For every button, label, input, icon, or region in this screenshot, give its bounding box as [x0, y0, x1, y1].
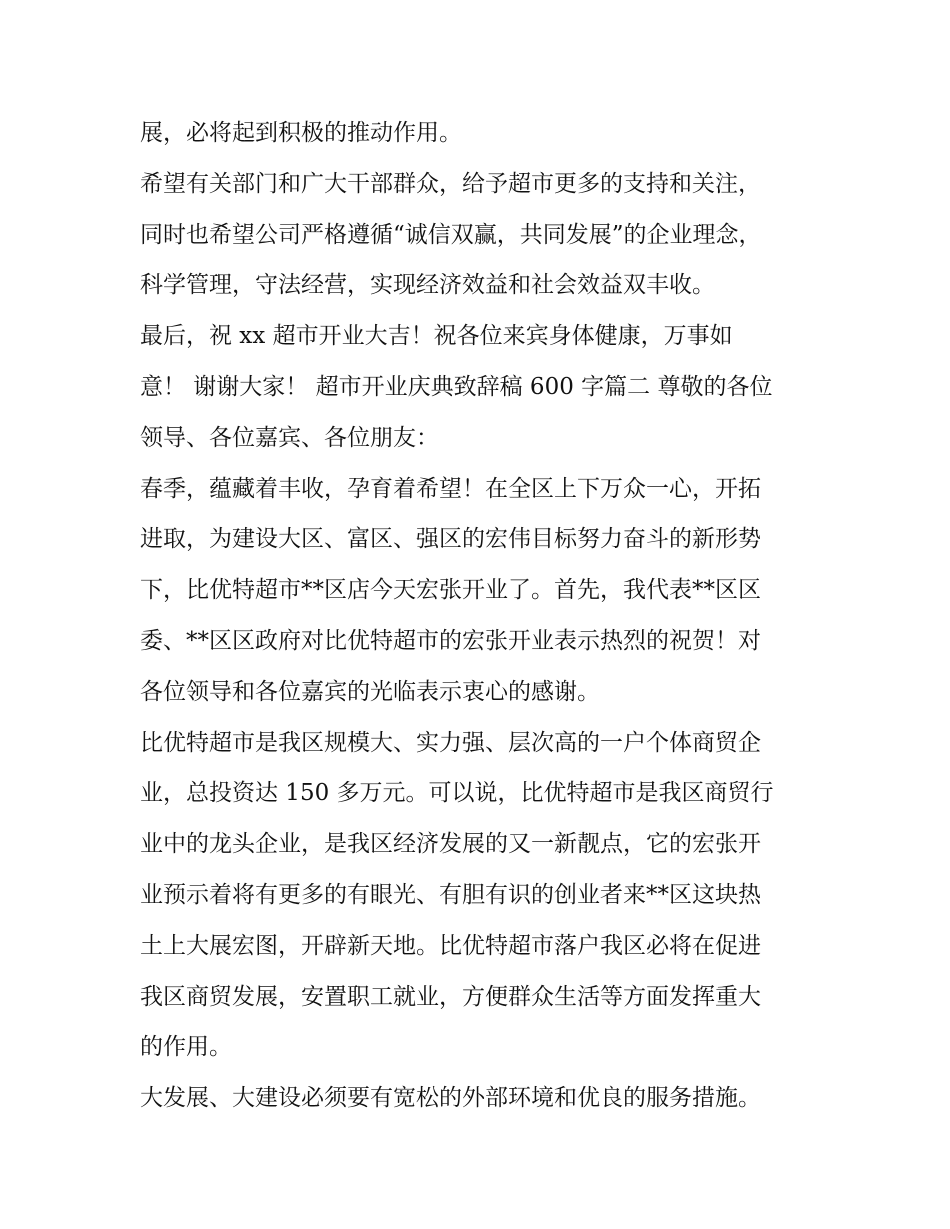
text-line: 春季，蕴藏着丰收，孕育着希望！在全区上下万众一心，开拓 [140, 475, 761, 502]
text-line: 比优特超市是我区规模大、实力强、层次高的一户个体商贸企 [140, 729, 761, 756]
text-line: 意！ 谢谢大家！ 超市开业庆典致辞稿 600 字篇二 尊敬的各位 [140, 373, 773, 400]
text-line: 大发展、大建设必须要有宽松的外部环境和优良的服务措施。 [140, 1085, 761, 1112]
text-line: 最后，祝 xx 超市开业大吉！祝各位来宾身体健康，万事如 [140, 323, 733, 350]
text-line: 的作用。 [140, 1034, 232, 1061]
text-line: 科学管理，守法经营，实现经济效益和社会效益双丰收。 [140, 272, 715, 299]
body-text [140, 108, 820, 1124]
text-line: 委、**区区政府对比优特超市的宏张开业表示热烈的祝贺！对 [140, 627, 761, 654]
text-line: 我区商贸发展，安置职工就业，方便群众生活等方面发挥重大 [140, 983, 761, 1010]
text-line: 土上大展宏图，开辟新天地。比优特超市落户我区必将在促进 [140, 932, 761, 959]
text-line: 领导、各位嘉宾、各位朋友： [140, 424, 439, 451]
text-line: 展，必将起到积极的推动作用。 [140, 120, 462, 146]
text-line: 业，总投资达 150 多万元。可以说，比优特超市是我区商贸行 [140, 780, 774, 807]
text-line: 各位领导和各位嘉宾的光临表示衷心的感谢。 [140, 678, 600, 705]
text-line: 希望有关部门和广大干部群众，给予超市更多的支持和关注， [140, 170, 761, 197]
text-line: 进取，为建设大区、富区、强区的宏伟目标努力奋斗的新形势 [140, 526, 761, 553]
text-line: 业预示着将有更多的有眼光、有胆有识的创业者来**区这块热 [140, 881, 761, 908]
text-line: 同时也希望公司严格遵循“诚信双赢，共同发展”的企业理念， [140, 221, 762, 248]
text-line: 业中的龙头企业，是我区经济发展的又一新靓点，它的宏张开 [140, 831, 761, 858]
text-line: 下，比优特超市**区店今天宏张开业了。首先，我代表**区区 [140, 577, 761, 604]
